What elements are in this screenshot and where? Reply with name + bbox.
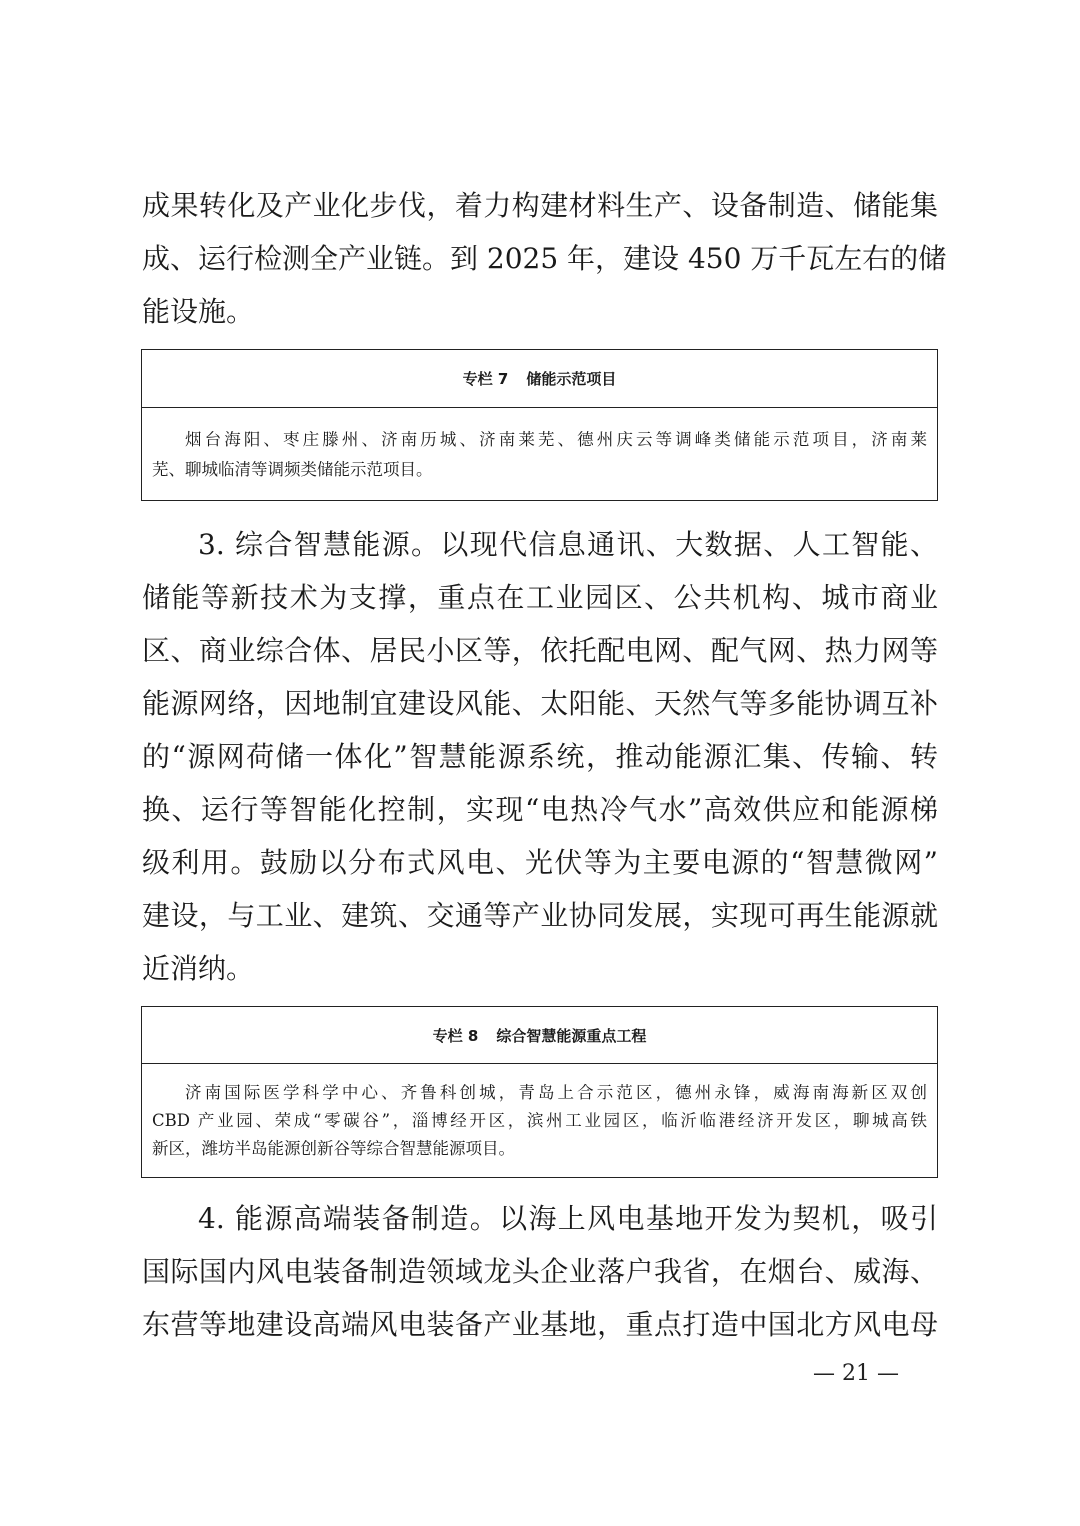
box-title-text: 储能示范项目 — [526, 370, 617, 388]
box-title — [142, 350, 937, 408]
box-title — [142, 1007, 937, 1064]
paragraph-line: 成果转化及产业化步伐，着力构建材料生产、设备制造、储能集 — [142, 189, 938, 222]
box-label: 专栏 7 — [462, 370, 509, 388]
paragraph-line: 能设施。 — [142, 295, 255, 328]
paragraph-line: 换、运行等智能化控制，实现“电热冷气水”高效供应和能源梯 — [142, 793, 938, 826]
page-number: — 21 — — [813, 1361, 899, 1386]
paragraph-line: 储能等新技术为支撑，重点在工业园区、公共机构、城市商业 — [142, 581, 938, 614]
paragraph-line: 能源网络，因地制宜建设风能、太阳能、天然气等多能协调互补 — [142, 687, 938, 720]
paragraph-line: 近消纳。 — [142, 952, 255, 985]
box-text-line: 烟台海阳、枣庄滕州、济南历城、济南莱芜、德州庆云等调峰类储能示范项目，济南莱 — [185, 430, 927, 449]
box-text-line: CBD 产业园、荣成“零碳谷”，淄博经开区，滨州工业园区，临沂临港经济开发区，聊城高铁 — [152, 1111, 927, 1130]
box-text-line: 新区，潍坊半岛能源创新谷等综合智慧能源项目。 — [152, 1139, 515, 1158]
box-text-line: 济南国际医学科学中心、齐鲁科创城，青岛上合示范区，德州永锋，威海南海新区双创 — [185, 1083, 927, 1102]
paragraph-line: 区、商业综合体、居民小区等，依托配电网、配气网、热力网等 — [142, 634, 938, 667]
paragraph-line: 建设，与工业、建筑、交通等产业协同发展，实现可再生能源就 — [142, 899, 938, 932]
paragraph-line: 级利用。鼓励以分布式风电、光伏等为主要电源的“智慧微网” — [142, 846, 938, 879]
section-heading-line: 4. 能源高端装备制造。以海上风电基地开发为契机，吸引 — [198, 1202, 938, 1235]
sidebar-box-7 — [141, 349, 938, 501]
paragraph-line: 成、运行检测全产业链。到 2025 年，建设 450 万千瓦左右的储 — [142, 242, 947, 275]
paragraph-line: 东营等地建设高端风电装备产业基地，重点打造中国北方风电母 — [142, 1308, 938, 1341]
section-heading-line: 3. 综合智慧能源。以现代信息通讯、大数据、人工智能、 — [198, 528, 938, 561]
paragraph-line: 的“源网荷储一体化”智慧能源系统，推动能源汇集、传输、转 — [142, 740, 938, 773]
sidebar-box-8 — [141, 1006, 938, 1178]
paragraph-line: 国际国内风电装备制造领域龙头企业落户我省，在烟台、威海、 — [142, 1255, 938, 1288]
box-label: 专栏 8 — [432, 1026, 479, 1045]
box-text-line: 芜、聊城临清等调频类储能示范项目。 — [152, 460, 433, 479]
box-title-text: 综合智慧能源重点工程 — [496, 1026, 647, 1045]
